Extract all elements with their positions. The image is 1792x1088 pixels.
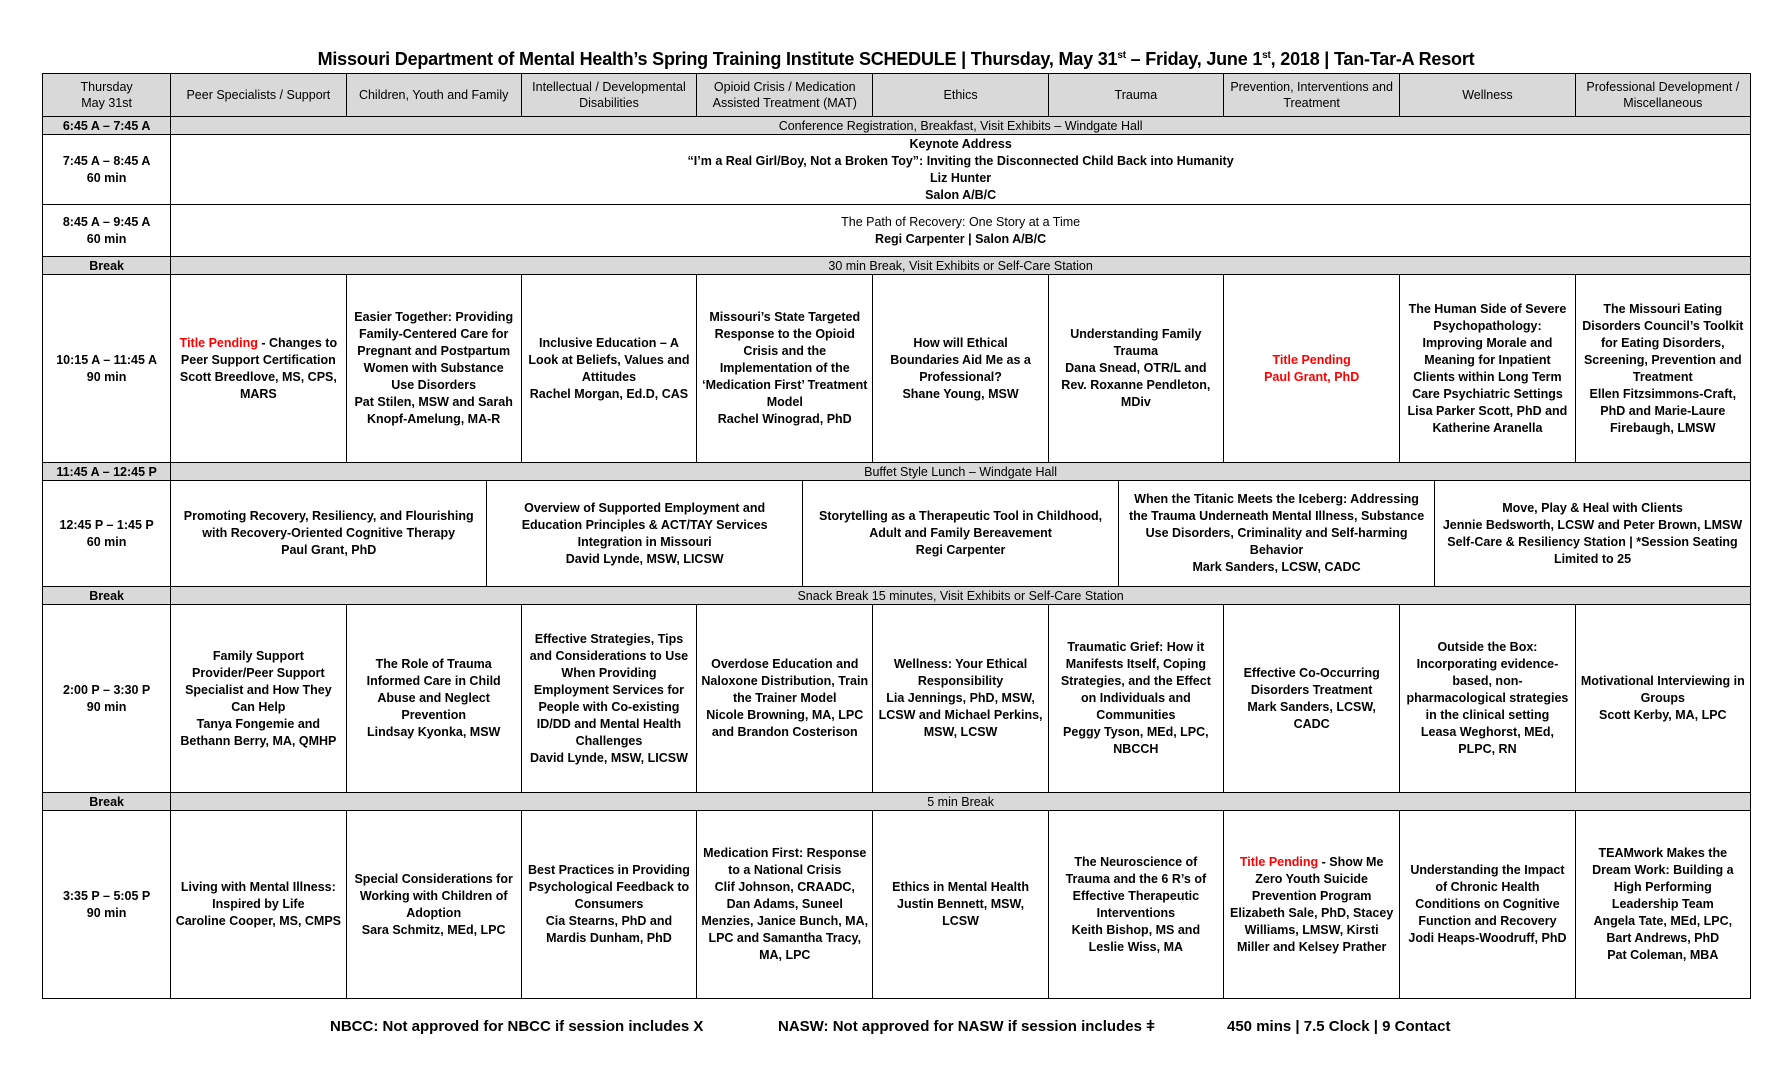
session-cell: How will Ethical Boundaries Aid Me as a Professional? Shane Young, MSW bbox=[873, 275, 1048, 463]
column-header: Thursday May 31st bbox=[43, 74, 171, 117]
table-row bbox=[43, 587, 1751, 605]
keynote-label: Keynote Address bbox=[909, 136, 1012, 151]
column-header: Ethics bbox=[873, 74, 1048, 117]
session-cell bbox=[171, 275, 346, 463]
nasw-note: NASW: Not approved for NASW if session includes ǂ bbox=[778, 1018, 1155, 1035]
column-header: Peer Specialists / Support bbox=[171, 74, 346, 117]
table-row bbox=[43, 257, 1751, 275]
header-row bbox=[43, 74, 1751, 117]
column-header: Wellness bbox=[1400, 74, 1575, 117]
schedule-table bbox=[42, 73, 1751, 999]
session-cell: Special Considerations for Working with Children of Adoption Sara Schmitz, MEd, LPC bbox=[346, 811, 521, 999]
keynote-room: Salon A/B/C bbox=[925, 187, 997, 202]
table-row bbox=[43, 135, 1751, 205]
session-cell: Move, Play & Heal with Clients Jennie Bedsworth, LCSW and Peter Brown, LMSW Self-Care & Resiliency Station | *Session Seating Limited to 25 bbox=[1442, 500, 1743, 566]
session-cell: Motivational Interviewing in Groups Scott Kerby, MA, LPC bbox=[1575, 605, 1750, 793]
event-cell: Snack Break 15 minutes, Visit Exhibits or Self-Care Station bbox=[171, 587, 1751, 605]
time-cell: 6:45 A – 7:45 A bbox=[43, 117, 171, 135]
title-text: – Friday, June 1 bbox=[1125, 49, 1263, 69]
title-superscript: st bbox=[1262, 50, 1271, 61]
session-cell: Promoting Recovery, Resiliency, and Flourishing with Recovery-Oriented Cognitive Therapy Paul Grant, PhD bbox=[171, 481, 487, 586]
column-header: Prevention, Interventions and Treatment bbox=[1224, 74, 1400, 117]
plenary-speaker: Regi Carpenter | Salon A/B/C bbox=[875, 231, 1047, 246]
title-text: Missouri Department of Mental Health’s Spring Training Institute SCHEDULE | Thursday, May 31 bbox=[317, 49, 1118, 69]
column-header: Professional Development / Miscellaneous bbox=[1575, 74, 1750, 117]
table-row bbox=[43, 117, 1751, 135]
event-cell: 5 min Break bbox=[171, 793, 1751, 811]
column-header: Children, Youth and Family bbox=[346, 74, 521, 117]
session-cell: Understanding the Impact of Chronic Health Conditions on Cognitive Function and Recovery Jodi Heaps-Woodruff, PhD bbox=[1400, 811, 1575, 999]
keynote-title: “I’m a Real Girl/Boy, Not a Broken Toy”: Inviting the Disconnected Child Back into Humanity bbox=[687, 153, 1234, 168]
time-cell: Break bbox=[43, 587, 171, 605]
session-cell: Title Pending Paul Grant, PhD bbox=[1224, 275, 1400, 463]
session-cell: Outside the Box: Incorporating evidence-based, non-pharmacological strategies in the clinical setting Leasa Weghorst, MEd, PLPC, RN bbox=[1400, 605, 1575, 793]
session-text: - Changes to Peer Support Certification Scott Breedlove, MS, CPS, MARS bbox=[179, 335, 338, 401]
event-cell: Conference Registration, Breakfast, Visit Exhibits – Windgate Hall bbox=[171, 117, 1751, 135]
session-cell: Understanding Family Trauma Dana Snead, OTR/L and Rev. Roxanne Pendleton, MDiv bbox=[1048, 275, 1223, 463]
lunch-sessions-cell bbox=[171, 481, 1751, 587]
session-cell bbox=[1224, 811, 1400, 999]
session-cell: Best Practices in Providing Psychological Feedback to Consumers Cia Stearns, PhD and Mardis Dunham, PhD bbox=[521, 811, 696, 999]
session-text: - Show Me Zero Youth Suicide Prevention Program Elizabeth Sale, PhD, Stacey Williams, LMSW, Kirsti Miller and Kelsey Prather bbox=[1230, 854, 1394, 954]
session-cell: Missouri’s State Targeted Response to the Opioid Crisis and the Implementation of the ‘Medication First’ Treatment Model Rachel Winograd, PhD bbox=[697, 275, 873, 463]
time-cell: Break bbox=[43, 793, 171, 811]
session-cell: When the Titanic Meets the Iceberg: Addressing the Trauma Underneath Mental Illness, Substance Use Disorders, Criminality and Self-harming Behavior Mark Sanders, LCSW, CADC bbox=[1119, 481, 1435, 586]
time-cell: 7:45 A – 8:45 A 60 min bbox=[43, 135, 171, 205]
keynote-cell bbox=[171, 135, 1751, 205]
session-cell: Overdose Education and Naloxone Distribution, Train the Trainer Model Nicole Browning, MA, LPC and Brandon Costerison bbox=[697, 605, 873, 793]
time-cell: 3:35 P – 5:05 P 90 min bbox=[43, 811, 171, 999]
title-superscript: st bbox=[1117, 50, 1126, 61]
credit-totals: 450 mins | 7.5 Clock | 9 Contact bbox=[1227, 1018, 1451, 1035]
table-row bbox=[43, 481, 1751, 587]
session-cell: Family Support Provider/Peer Support Specialist and How They Can Help Tanya Fongemie and Bethann Berry, MA, QMHP bbox=[171, 605, 346, 793]
time-cell: 11:45 A – 12:45 P bbox=[43, 463, 171, 481]
session-cell: The Role of Trauma Informed Care in Child Abuse and Neglect Prevention Lindsay Kyonka, MSW bbox=[346, 605, 521, 793]
table-row bbox=[43, 605, 1751, 793]
session-cell: Traumatic Grief: How it Manifests Itself, Coping Strategies, and the Effect on Individuals and Communities Peggy Tyson, MEd, LPC, NBCCH bbox=[1048, 605, 1223, 793]
session-cell: The Missouri Eating Disorders Council’s Toolkit for Eating Disorders, Screening, Prevention and Treatment Ellen Fitzsimmons-Craft, PhD and Marie-Laure Firebaugh, LMSW bbox=[1575, 275, 1750, 463]
event-cell: 30 min Break, Visit Exhibits or Self-Care Station bbox=[171, 257, 1751, 275]
column-header: Trauma bbox=[1048, 74, 1223, 117]
page-title bbox=[0, 49, 1792, 70]
time-cell: 2:00 P – 3:30 P 90 min bbox=[43, 605, 171, 793]
session-cell: Storytelling as a Therapeutic Tool in Childhood, Adult and Family Bereavement Regi Carpenter bbox=[803, 481, 1119, 586]
session-cell: Ethics in Mental Health Justin Bennett, MSW, LCSW bbox=[873, 811, 1048, 999]
table-row bbox=[43, 275, 1751, 463]
session-cell: Wellness: Your Ethical Responsibility Lia Jennings, PhD, MSW, LCSW and Michael Perkins, MSW, LCSW bbox=[873, 605, 1048, 793]
table-row bbox=[43, 793, 1751, 811]
column-header: Intellectual / Developmental Disabilities bbox=[521, 74, 696, 117]
table-row bbox=[43, 205, 1751, 257]
session-cell: The Neuroscience of Trauma and the 6 R’s of Effective Therapeutic Interventions Keith Bishop, MS and Leslie Wiss, MA bbox=[1048, 811, 1223, 999]
title-pending-label: Title Pending bbox=[1239, 854, 1319, 869]
session-cell: TEAMwork Makes the Dream Work: Building a High Performing Leadership Team Angela Tate, MEd, LPC, Bart Andrews, PhD Pat Coleman, MBA bbox=[1575, 811, 1750, 999]
session-cell: Effective Strategies, Tips and Considerations to Use When Providing Employment Services for People with Co-existing ID/DD and Mental Health Challenges David Lynde, MSW, LICSW bbox=[521, 605, 696, 793]
plenary-cell bbox=[171, 205, 1751, 257]
lunch-sessions bbox=[171, 481, 1750, 586]
session-cell: The Human Side of Severe Psychopathology: Improving Morale and Meaning for Inpatient Clients within Long Term Care Psychiatric Settings Lisa Parker Scott, PhD and Katherine Aranella bbox=[1400, 275, 1575, 463]
time-cell: 8:45 A – 9:45 A 60 min bbox=[43, 205, 171, 257]
event-cell: Buffet Style Lunch – Windgate Hall bbox=[171, 463, 1751, 481]
time-cell: Break bbox=[43, 257, 171, 275]
footer bbox=[0, 1018, 1792, 1038]
session-cell: Inclusive Education – A Look at Beliefs, Values and Attitudes Rachel Morgan, Ed.D, CAS bbox=[521, 275, 696, 463]
title-pending-label: Title Pending bbox=[179, 335, 258, 350]
session-cell: Medication First: Response to a National Crisis Clif Johnson, CRAADC, Dan Adams, Suneel Menzies, Janice Bunch, MA, LPC and Samantha Tracy, MA, LPC bbox=[697, 811, 873, 999]
session-cell: Effective Co-Occurring Disorders Treatment Mark Sanders, LCSW, CADC bbox=[1224, 605, 1400, 793]
time-cell: 10:15 A – 11:45 A 90 min bbox=[43, 275, 171, 463]
table-row bbox=[43, 811, 1751, 999]
session-cell: Overview of Supported Employment and Education Principles & ACT/TAY Services Integration in Missouri David Lynde, MSW, LICSW bbox=[487, 481, 803, 586]
session-cell: Living with Mental Illness: Inspired by Life Caroline Cooper, MS, CMPS bbox=[171, 811, 346, 999]
nbcc-note: NBCC: Not approved for NBCC if session includes X bbox=[330, 1018, 704, 1035]
session-cell: Easier Together: Providing Family-Centered Care for Pregnant and Postpartum Women with Substance Use Disorders Pat Stilen, MSW and Sarah Knopf-Amelung, MA-R bbox=[346, 275, 521, 463]
plenary-title: The Path of Recovery: One Story at a Time bbox=[841, 214, 1081, 229]
column-header: Opioid Crisis / Medication Assisted Treatment (MAT) bbox=[697, 74, 873, 117]
title-text: , 2018 | Tan-Tar-A Resort bbox=[1270, 49, 1475, 69]
table-row bbox=[43, 463, 1751, 481]
keynote-speaker: Liz Hunter bbox=[930, 170, 992, 185]
time-cell: 12:45 P – 1:45 P 60 min bbox=[43, 481, 171, 587]
